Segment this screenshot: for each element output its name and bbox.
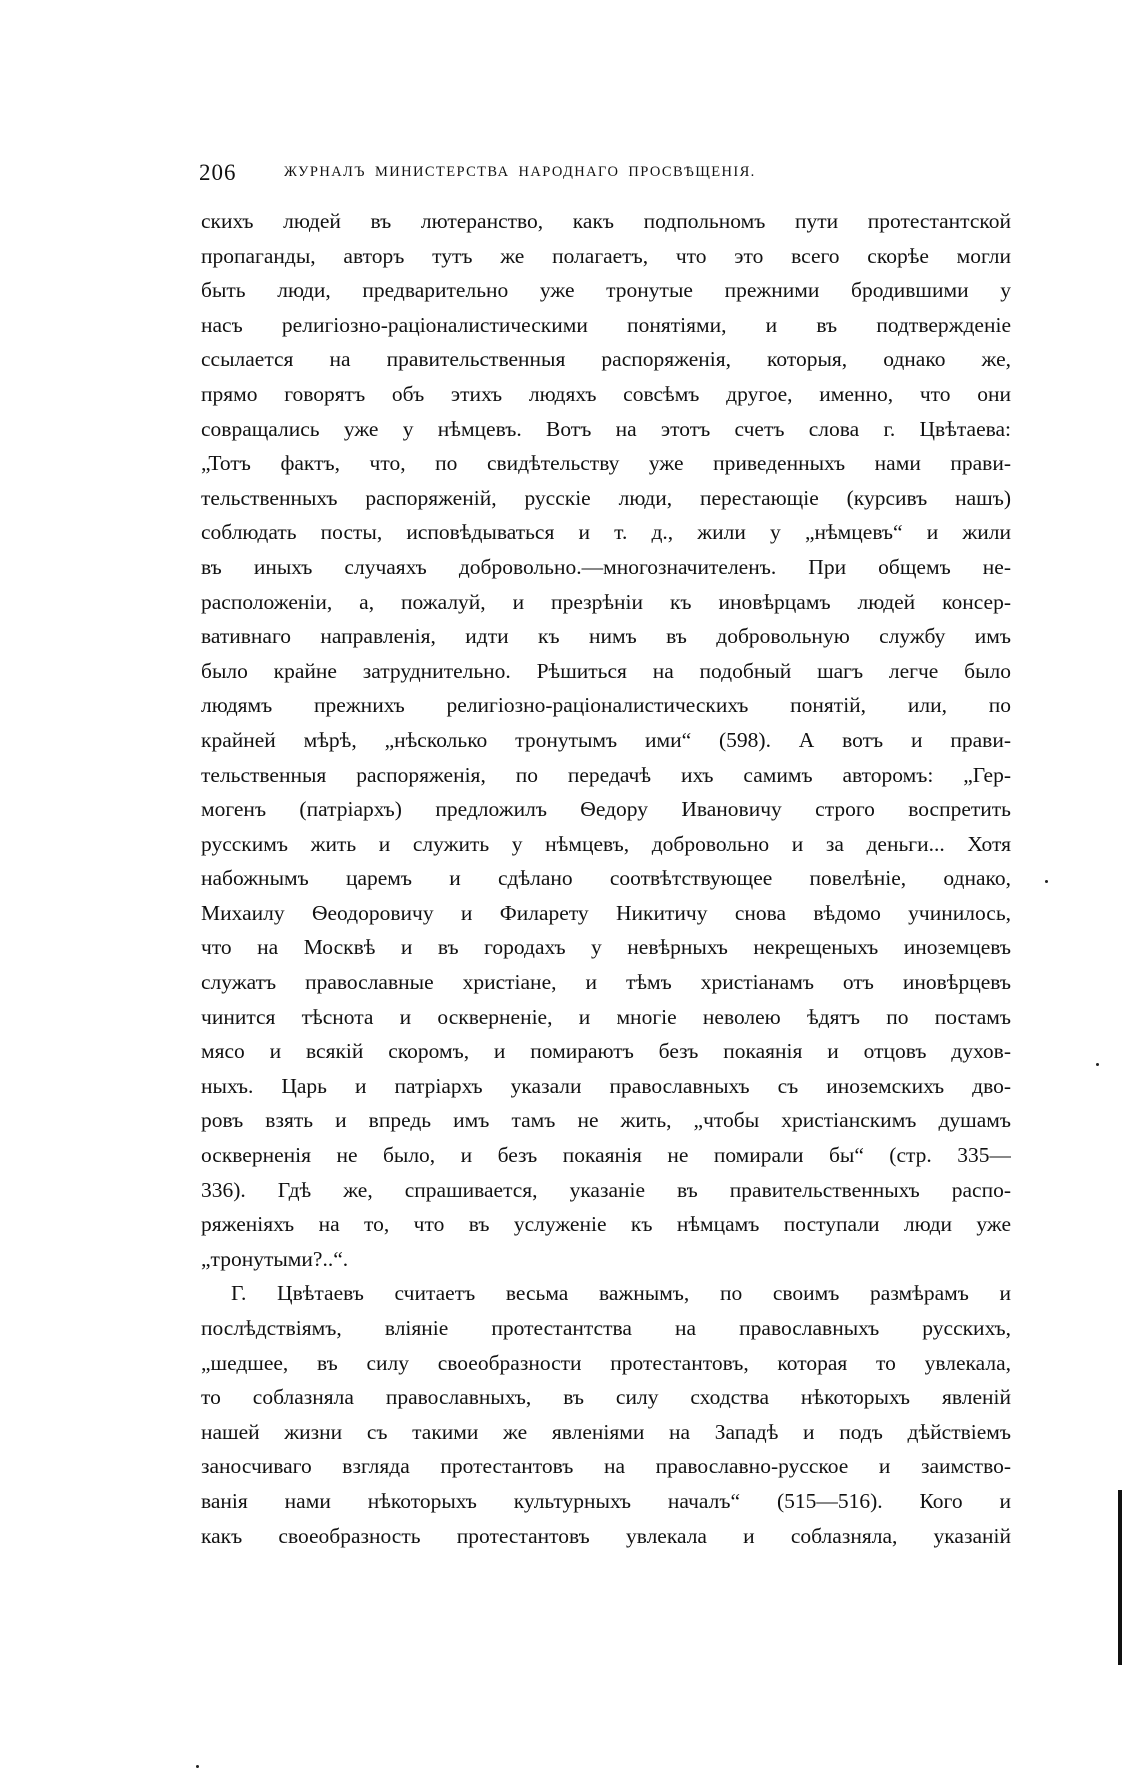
text-line: людямъ прежнихъ религіозно-раціоналистическихъ понятій, или, по xyxy=(201,693,1011,718)
text-line: служатъ православные христіане, и тѣмъ христіанамъ отъ иновѣрцевъ xyxy=(201,970,1011,995)
text-line: 336). Гдѣ же, спрашивается, указаніе въ правительственныхъ распо- xyxy=(201,1177,1011,1202)
text-line: совращались уже у нѣмцевъ. Вотъ на этотъ счетъ слова г. Цвѣтаева: xyxy=(201,416,1011,441)
page-number: 206 xyxy=(199,160,237,185)
text-line: быть люди, предварительно уже тронутые прежними бродившими у xyxy=(201,278,1011,303)
scan-edge-mark xyxy=(1118,1490,1122,1665)
text-line: мясо и всякій скоромъ, и помираютъ безъ покаянія и отцовъ духов- xyxy=(201,1039,1011,1064)
text-line: послѣдствіямъ, вліяніе протестантства на православныхъ русскихъ, xyxy=(201,1316,1011,1340)
text-line: тельственныхъ распоряженій, русскіе люди, перестающіе (курсивъ нашъ) xyxy=(201,485,1011,510)
text-line: расположеніи, а, пожалуй, и презрѣніи къ иновѣрцамъ людей консер- xyxy=(201,589,1011,614)
paragraph-start-line: Г. Цвѣтаевъ считаетъ весьма важнымъ, по своимъ размѣрамъ и xyxy=(231,1281,1011,1306)
text-line: что на Москвѣ и въ городахъ у невѣрныхъ некрещеныхъ иноземцевъ xyxy=(201,935,1011,960)
text-line: ровъ взять и впредь имъ тамъ не жить, „чтобы христіанскимъ душамъ xyxy=(201,1108,1011,1133)
scan-speck xyxy=(1096,1063,1099,1066)
text-line: насъ религіозно-раціоналистическими понятіями, и въ подтвержденіе xyxy=(201,312,1011,337)
text-line: вативнаго направленія, идти къ нимъ въ добровольную службу имъ xyxy=(201,624,1011,649)
text-line: „шедшее, въ силу своеобразности протестантовъ, которая то увлекала, xyxy=(201,1350,1011,1375)
text-line: прямо говорятъ объ этихъ людяхъ совсѣмъ другое, именно, что они xyxy=(201,381,1011,406)
text-line: оскверненія не было, и безъ покаянія не помирали бы“ (стр. 335— xyxy=(201,1143,1011,1168)
text-line: то соблазняла православныхъ, въ силу сходства нѣкоторыхъ явленій xyxy=(201,1385,1011,1410)
scan-speck xyxy=(1045,880,1048,883)
text-line: крайней мѣрѣ, „нѣсколько тронутымъ ими“ (598). А вотъ и прави- xyxy=(201,727,1011,752)
text-line: было крайне затруднительно. Рѣшиться на подобный шагъ легче было xyxy=(201,658,1011,683)
text-line: „Тотъ фактъ, что, по свидѣтельству уже приведенныхъ нами прави- xyxy=(201,451,1011,476)
text-line: ныхъ. Царь и патріархъ указали православныхъ съ иноземскихъ дво- xyxy=(201,1073,1011,1098)
body-text xyxy=(201,204,1011,1553)
text-line: чинится тѣснота и оскверненіе, и многіе неволею ѣдятъ по постамъ xyxy=(201,1004,1011,1029)
text-line: „тронутыми?..“. xyxy=(201,1246,349,1271)
text-line: русскимъ жить и служить у нѣмцевъ, добровольно и за деньги... Хотя xyxy=(201,831,1011,856)
text-line: ряженіяхъ на то, что въ услуженіе къ нѣмцамъ поступали люди уже xyxy=(201,1212,1011,1237)
text-line: соблюдать посты, исповѣдываться и т. д., жили у „нѣмцевъ“ и жили xyxy=(201,520,1011,545)
text-line: нашей жизни съ такими же явленіями на Западѣ и подъ дѣйствіемъ xyxy=(201,1419,1011,1444)
text-line: набожнымъ царемъ и сдѣлано соотвѣтствующее повелѣніе, однако, xyxy=(201,866,1011,891)
text-line: пропаганды, авторъ тутъ же полагаетъ, что это всего скорѣе могли xyxy=(201,243,1011,268)
text-line: Михаилу Ѳеодоровичу и Филарету Никитичу снова вѣдомо учинилось, xyxy=(201,900,1011,925)
text-line: какъ своеобразность протестантовъ увлекала и соблазняла, указаній xyxy=(201,1523,1011,1548)
text-line: скихъ людей въ лютеранство, какъ подпольномъ пути протестантской xyxy=(201,209,1011,233)
text-line: ванія нами нѣкоторыхъ культурныхъ началъ“ (515—516). Кого и xyxy=(201,1488,1011,1513)
running-title: ЖУРНАЛЪ МИНИСТЕРСТВА НАРОДНАГО ПРОСВѢЩЕНІЯ. xyxy=(284,164,756,180)
page-header xyxy=(199,160,919,186)
text-line: могенъ (патріархъ) предложилъ Ѳедору Ивановичу строго воспретить xyxy=(201,797,1011,822)
text-line: ссылается на правительственныя распоряженія, которыя, однако же, xyxy=(201,347,1011,372)
text-line: заносчиваго взгляда протестантовъ на православно-русское и заимство- xyxy=(201,1454,1011,1479)
text-line: въ иныхъ случаяхъ добровольно.—многозначителенъ. При общемъ не- xyxy=(201,554,1011,579)
text-line: тельственныя распоряженія, по передачѣ ихъ самимъ авторомъ: „Гер- xyxy=(201,762,1011,787)
